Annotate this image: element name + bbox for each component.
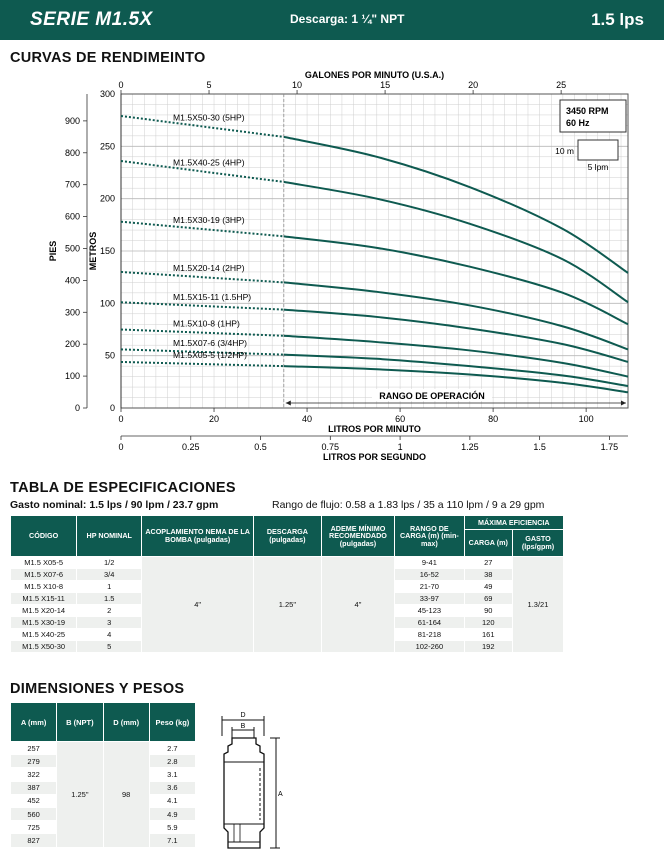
discharge-cell: 1.25" bbox=[254, 557, 322, 653]
feet-tick-label: 500 bbox=[64, 243, 80, 254]
feet-tick-label: 800 bbox=[64, 147, 80, 158]
code-cell: M1.5 X07-6 bbox=[11, 569, 77, 581]
coupling-cell: 4" bbox=[142, 557, 254, 653]
a-cell: 387 bbox=[11, 781, 57, 794]
code-cell: M1.5 X15-11 bbox=[11, 593, 77, 605]
feet-tick-label: 300 bbox=[64, 307, 80, 318]
weight-cell: 5.9 bbox=[149, 821, 195, 834]
header-bar bbox=[0, 0, 664, 40]
spec-nominal: Gasto nominal: 1.5 lps / 90 lpm / 23.7 gpm bbox=[10, 499, 219, 511]
flow-label: 1.5 lps bbox=[591, 10, 644, 29]
curve-label: M1.5X07-6 (3/4HP) bbox=[173, 338, 248, 349]
dim-b-label: B bbox=[240, 723, 246, 730]
feet-tick-label: 200 bbox=[64, 339, 80, 350]
hp-cell: 3/4 bbox=[77, 569, 142, 581]
curves-title: CURVAS DE RENDIMEINTO bbox=[10, 50, 206, 66]
col-max-eff: MÁXIMA EFICIENCIA bbox=[464, 516, 563, 530]
curve-solid bbox=[284, 137, 628, 273]
code-cell: M1.5 X40-25 bbox=[11, 629, 77, 641]
arrow-head-left bbox=[286, 401, 291, 406]
code-cell: M1.5 X05-5 bbox=[11, 557, 77, 569]
a-cell: 725 bbox=[11, 821, 57, 834]
code-cell: M1.5 X50-30 bbox=[11, 641, 77, 653]
lps-tick-label: 0.75 bbox=[321, 442, 340, 452]
top-tick-label: 10 bbox=[292, 80, 303, 90]
lpm-tick-label: 0 bbox=[118, 414, 124, 424]
lpm-tick-label: 40 bbox=[302, 414, 313, 424]
weight-cell: 4.9 bbox=[149, 807, 195, 820]
curve-solid bbox=[284, 310, 628, 362]
range-cell: 81-218 bbox=[395, 629, 464, 641]
curve-label: M1.5X05-5 (1/2HP) bbox=[173, 350, 248, 361]
load-cell: 90 bbox=[464, 605, 512, 617]
load-cell: 49 bbox=[464, 581, 512, 593]
weight-cell: 7.1 bbox=[149, 834, 195, 847]
meter-tick-label: 300 bbox=[99, 89, 115, 99]
table-row bbox=[11, 557, 564, 569]
col-discharge: DESCARGA (pulgadas) bbox=[254, 516, 322, 557]
range-cell: 33-97 bbox=[395, 593, 464, 605]
curve-label: M1.5X15-11 (1.5HP) bbox=[173, 291, 252, 302]
lpm-tick-label: 60 bbox=[395, 414, 406, 424]
curve-label: M1.5X50-30 (5HP) bbox=[173, 112, 245, 123]
curve-solid bbox=[284, 236, 628, 324]
dims-title: DIMENSIONES Y PESOS bbox=[10, 681, 185, 697]
feet-tick-label: 100 bbox=[64, 371, 80, 382]
hp-cell: 1/2 bbox=[77, 557, 142, 569]
load-cell: 120 bbox=[464, 617, 512, 629]
operating-range-label: RANGO DE OPERACIÓN bbox=[379, 391, 485, 401]
lpm-tick-label: 20 bbox=[209, 414, 220, 424]
pump-dimension-drawing bbox=[210, 708, 290, 858]
meter-tick-label: 100 bbox=[99, 298, 115, 309]
dim-d-label: D bbox=[240, 712, 246, 719]
a-cell: 279 bbox=[11, 755, 57, 768]
casing-cell: 4" bbox=[321, 557, 394, 653]
range-cell: 102-260 bbox=[395, 641, 464, 653]
spec-table bbox=[10, 515, 564, 653]
curve-solid bbox=[284, 366, 628, 392]
col-b: B (NPT) bbox=[57, 703, 103, 742]
code-cell: M1.5 X10-8 bbox=[11, 581, 77, 593]
a-cell: 560 bbox=[11, 807, 57, 820]
top-tick-label: 15 bbox=[380, 80, 391, 90]
hp-cell: 5 bbox=[77, 641, 142, 653]
feet-label: PIES bbox=[48, 240, 58, 262]
col-a: A (mm) bbox=[11, 703, 57, 742]
lps-tick-label: 1.5 bbox=[533, 442, 546, 452]
load-cell: 192 bbox=[464, 641, 512, 653]
top-tick-label: 20 bbox=[468, 80, 479, 90]
rpm-label: 3450 RPM bbox=[566, 106, 609, 116]
meter-tick-label: 150 bbox=[99, 246, 115, 256]
feet-tick-label: 0 bbox=[74, 403, 80, 413]
d-cell: 98 bbox=[103, 742, 149, 848]
code-cell: M1.5 X30-19 bbox=[11, 617, 77, 629]
curve-label: M1.5X10-8 (1HP) bbox=[173, 318, 240, 329]
scale-key-height: 10 m bbox=[555, 146, 574, 156]
col-code: CÓDIGO bbox=[11, 516, 77, 557]
load-cell: 27 bbox=[464, 557, 512, 569]
load-cell: 161 bbox=[464, 629, 512, 641]
a-cell: 322 bbox=[11, 768, 57, 781]
weight-cell: 3.1 bbox=[149, 768, 195, 781]
lps-tick-label: 1 bbox=[397, 442, 403, 452]
weight-cell: 3.6 bbox=[149, 781, 195, 794]
weight-cell: 4.1 bbox=[149, 794, 195, 807]
feet-tick-label: 700 bbox=[64, 179, 80, 190]
dim-a-label: A bbox=[278, 791, 283, 798]
top-axis-label: GALONES POR MINUTO (U.S.A.) bbox=[304, 70, 445, 80]
load-cell: 69 bbox=[464, 593, 512, 605]
curve-solid bbox=[284, 355, 628, 386]
lpm-axis-label: LITROS POR MINUTO bbox=[328, 424, 421, 434]
curve-label: M1.5X20-14 (2HP) bbox=[173, 263, 245, 274]
code-cell: M1.5 X20-14 bbox=[11, 605, 77, 617]
top-tick-label: 5 bbox=[206, 80, 212, 90]
scale-key-width: 5 lpm bbox=[587, 162, 609, 172]
table-row bbox=[11, 742, 196, 755]
col-coupling: ACOPLAMIENTO NEMA DE LA BOMBA (pulgadas) bbox=[142, 516, 254, 557]
spec-range: Rango de flujo: 0.58 a 1.83 lps / 35 a 110 lpm / 9 a 29 gpm bbox=[272, 499, 545, 511]
lps-tick-label: 0.5 bbox=[254, 442, 267, 452]
scale-key-box bbox=[578, 140, 618, 160]
series-title: SERIE M1.5X bbox=[30, 9, 153, 30]
range-cell: 16-52 bbox=[395, 569, 464, 581]
range-cell: 21-70 bbox=[395, 581, 464, 593]
lps-tick-label: 0 bbox=[118, 442, 124, 452]
top-tick-label: 25 bbox=[556, 80, 567, 90]
discharge-label: Descarga: 1 ¼" NPT bbox=[290, 12, 405, 26]
lpm-tick-label: 80 bbox=[488, 414, 499, 424]
feet-tick-label: 900 bbox=[64, 115, 80, 126]
b-cell: 1.25" bbox=[57, 742, 103, 848]
spec-title: TABLA DE ESPECIFICACIONES bbox=[10, 480, 236, 496]
col-weight: Peso (kg) bbox=[149, 703, 195, 742]
performance-chart bbox=[0, 62, 664, 462]
weight-cell: 2.8 bbox=[149, 755, 195, 768]
hp-cell: 3 bbox=[77, 617, 142, 629]
range-cell: 9-41 bbox=[395, 557, 464, 569]
col-load: CARGA (m) bbox=[464, 530, 512, 557]
dims-table bbox=[10, 702, 196, 848]
hp-cell: 4 bbox=[77, 629, 142, 641]
lps-axis-label: LITROS POR SEGUNDO bbox=[322, 452, 427, 462]
a-cell: 827 bbox=[11, 834, 57, 847]
col-d: D (mm) bbox=[103, 703, 149, 742]
meter-tick-label: 250 bbox=[99, 141, 115, 152]
curve-label: M1.5X30-19 (3HP) bbox=[173, 215, 245, 226]
load-cell: 38 bbox=[464, 569, 512, 581]
hp-cell: 1 bbox=[77, 581, 142, 593]
col-range: RANGO DE CARGA (m) (min-max) bbox=[395, 516, 464, 557]
feet-tick-label: 600 bbox=[64, 211, 80, 222]
meter-tick-label: 50 bbox=[104, 350, 115, 361]
flow-cell: 1.3/21 bbox=[512, 557, 563, 653]
meter-tick-label: 200 bbox=[99, 193, 115, 204]
meter-tick-label: 0 bbox=[109, 403, 115, 413]
col-casing: ADEME MÍNIMO RECOMENDADO (pulgadas) bbox=[321, 516, 394, 557]
a-cell: 452 bbox=[11, 794, 57, 807]
curve-label: M1.5X40-25 (4HP) bbox=[173, 157, 245, 168]
meters-label: METROS bbox=[88, 231, 98, 271]
top-tick-label: 0 bbox=[118, 80, 124, 90]
hp-cell: 2 bbox=[77, 605, 142, 617]
col-flow: GASTO (lps/gpm) bbox=[512, 530, 563, 557]
weight-cell: 2.7 bbox=[149, 742, 195, 755]
feet-tick-label: 400 bbox=[64, 275, 80, 286]
range-cell: 45-123 bbox=[395, 605, 464, 617]
arrow-head-right bbox=[621, 401, 626, 406]
hz-label: 60 Hz bbox=[566, 118, 590, 128]
range-cell: 61-164 bbox=[395, 617, 464, 629]
lps-tick-label: 1.75 bbox=[600, 442, 619, 452]
col-hp: HP NOMINAL bbox=[77, 516, 142, 557]
lpm-tick-label: 100 bbox=[578, 414, 594, 424]
hp-cell: 1.5 bbox=[77, 593, 142, 605]
lps-tick-label: 1.25 bbox=[461, 442, 479, 452]
a-cell: 257 bbox=[11, 742, 57, 755]
lps-tick-label: 0.25 bbox=[182, 442, 200, 452]
